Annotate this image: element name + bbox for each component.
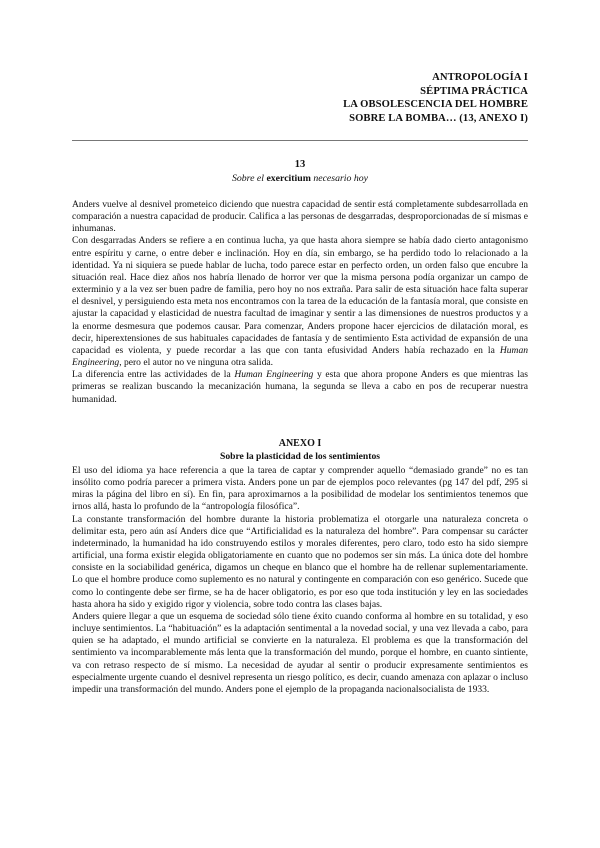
paragraph-text: Con desgarradas Anders se refiere a en continua lucha, ya que hasta ahora siempre se había dado cierto antagonismo entre espíritu y carne, o entre deber e inclinación. Hoy en día, sin embargo, se ha perdido todo lo relacionado a la identidad. Ya ni siquiera se puede hablar de lucha, todo parece estar en perfecto orden, un orden falso que encubre la situación real. Hace diez años nos habría llenado de horror ver que la misma persona podía organizar un campo de exterminio y a la vez ser buen padre de familia, pero hoy no nos extraña. Para salir de esta situación hace falta superar el desnivel, y persiguiendo esta meta nos encontramos con la tarea de la educación de la fantasía moral, que consiste en ajustar la capacidad y elasticidad de nuestra facultad de imaginar y sentir a las dimensiones de nuestros productos y a la enorme desmesura que podemos causar. Para comenzar, Anders propone hacer ejercicios de dilatación moral, es decir, hiperextensiones de sus habituales capacidades de fantasía y de sentimiento Esta actividad de expansión de una capacidad es violenta, y puede recordar a las que con tanta efusividad Anders había rechazado en la [72, 235, 528, 356]
section-subtitle [0, 173, 600, 184]
header-book-title: LA OBSOLESCENCIA DEL HOMBRE [343, 99, 528, 110]
paragraph [72, 369, 528, 405]
emphasis: Human Engineering [234, 369, 314, 381]
header-practice: SÉPTIMA PRÁCTICA [420, 85, 528, 97]
paragraph: El uso del idioma ya hace referencia a que la tarea de captar y comprender aquello “demasiado grande” no es tan insólito como podría parecer a primera vista. Anders pone un par de ejemplos poco relevantes (pg 147 del pdf, 295 si miras la página del libro en sí). En fin, para aproximarnos a la posibilidad de modelar los sentimientos tenemos que irnos allá, hasta lo profundo de la “antropología filosófica”. [72, 465, 528, 513]
paragraph-text: , pero el autor no ve ninguna otra salida. [119, 357, 273, 369]
header-topic: SOBRE LA BOMBA… (13, ANEXO I) [349, 112, 528, 124]
paragraph-text: y esta que ahora propone Anders es que mientras las primeras se realizan buscando la mecanización humana, la segunda se lleva a cabo en pos de recuperar nuestra humanidad. [72, 369, 528, 405]
annex-subtitle: Sobre la plasticidad de los sentimientos [219, 451, 380, 462]
paragraph: Anders quiere llegar a que un esquema de sociedad sólo tiene éxito cuando conforma al hombre en su totalidad, y eso incluye sentimientos. La “habituación” es la adaptación sentimental a la novedad social, y una vez llevada a cabo, para quien se ha adaptado, el mundo artificial se convierte en la naturaleza. El problema es que la transformación del sentimiento va incomparablemente más lenta que la transformación del mundo, porque el hombre, en cuanto sintiente, va con retraso respecto de sí mismo. La necesidad de ayudar al sentir o producir expresamente sentimientos es especialmente urgente cuando el desnivel representa un riesgo político, es decir, cuando amenaza con aplazar o incluso impedir una transformación del mundo. Anders pone el ejemplo de la propaganda nacionalsocialista de 1933. [72, 610, 528, 695]
section-subtitle-post: necesario hoy [310, 173, 369, 184]
paragraph [72, 235, 528, 369]
paragraph: Anders vuelve al desnivel prometeico diciendo que nuestra capacidad de sentir está completamente subdesarrollada en comparación a nuestra capacidad de producir. Califica a las personas de desgarradas, desproporcionadas de sí mismas e inhumanas. [72, 199, 528, 235]
annex-title: ANEXO I [278, 438, 322, 449]
paragraph: La constante transformación del hombre durante la historia problematiza el otorgarle una naturaleza concreta o delimitar esta, pero aún así Anders dice que “Artificialidad es la naturaleza del hombre”. Para compensar su carácter indeterminado, la humanidad ha ido construyendo estilos y morales diferentes, pero claro, todo esto ha sido siempre artificial, una forma existir elegida obligatoriamente en cuanto que no podemos ser sin más. La única dote del hombre consiste en la sociabilidad genérica, digamos un cheque en blanco que el hombre ha de rellenar suplementariamente. Lo que el hombre produce como suplemento es no natural y contingente en comparación con eso genérico. Sucede que como lo contingente debe ser firme, se ha de hacer obligatorio, es por eso que toda institución y ley en las sociedades hasta ahora ha sido y exigido rigor y violencia, sobre todo contra las clases bajas. [72, 513, 528, 610]
section-subtitle-bold: exercitium [266, 173, 311, 184]
section-subtitle-pre: Sobre el [231, 173, 267, 184]
document-header [343, 71, 528, 125]
header-course: ANTROPOLOGÍA I [432, 72, 528, 83]
header-divider [72, 140, 528, 141]
annex-body [72, 465, 528, 696]
emphasis: Human Engineering [72, 344, 528, 369]
paragraph-text: La diferencia entre las actividades de la [72, 369, 235, 381]
section-body [72, 199, 528, 406]
section-number: 13 [294, 159, 306, 170]
